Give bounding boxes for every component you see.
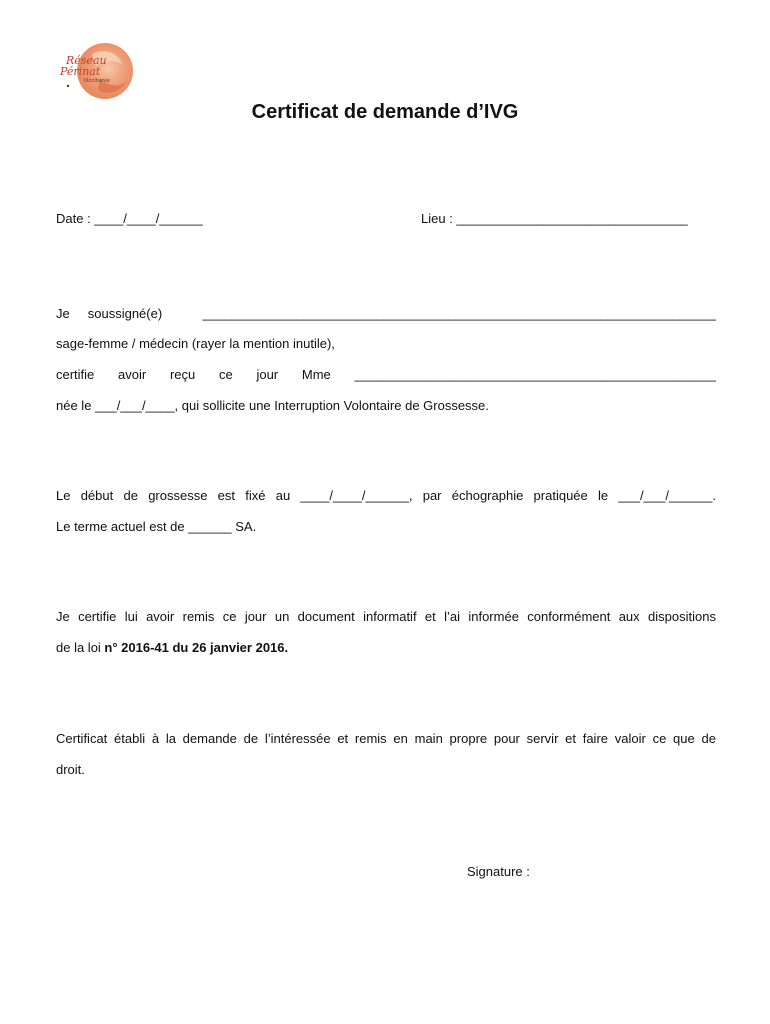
word: Le (56, 488, 71, 503)
word: l’intéressée (264, 731, 331, 746)
remis-document-line (56, 609, 716, 624)
word: soussigné(e) (87, 306, 163, 321)
name-blank: _______________________________________________________________________ (202, 306, 716, 321)
word: de (243, 731, 259, 746)
word: main (414, 731, 443, 746)
loi-line (56, 640, 288, 655)
word: informatif (363, 609, 417, 624)
word: demande (182, 731, 237, 746)
word: Je (56, 306, 70, 321)
word: et (424, 609, 436, 624)
svg-text:Périnat: Périnat (60, 65, 101, 78)
word: faire (582, 731, 609, 746)
word: dispositions (648, 609, 716, 624)
reseau-perinat-logo (52, 42, 136, 100)
word: pour (493, 731, 520, 746)
word: pratiquée (533, 488, 588, 503)
word: à (151, 731, 160, 746)
patient-name-blank: __________________________________________________ (354, 367, 716, 382)
word: ce (218, 367, 233, 382)
terme-line: Le terme actuel est de ______ SA. (56, 519, 257, 534)
word: Mme (301, 367, 331, 382)
word: remis (182, 609, 215, 624)
certifie-line (56, 367, 716, 382)
word: aux (618, 609, 640, 624)
word: avoir (146, 609, 175, 624)
word: l’ai (444, 609, 460, 624)
word: informée (468, 609, 519, 624)
word: le (598, 488, 609, 503)
word: est (217, 488, 236, 503)
word: établi (114, 731, 146, 746)
word: un (274, 609, 290, 624)
loi-reference: n° 2016-41 du 26 janvier 2016. (104, 640, 289, 655)
word: jour (256, 367, 279, 382)
word: début (80, 488, 114, 503)
je-soussigne-line (56, 306, 716, 321)
word: reçu (169, 367, 196, 382)
word: servir (526, 731, 559, 746)
date-field: Date : ____/____/______ (56, 211, 203, 226)
word: et (565, 731, 576, 746)
word: certifie (56, 367, 95, 382)
nee-le-line: née le ___/___/____, qui sollicite une Interruption Volontaire de Grossesse. (56, 398, 489, 413)
word: conformément (527, 609, 611, 624)
word: grossesse (148, 488, 208, 503)
word: propre (449, 731, 488, 746)
word: Certificat (56, 731, 108, 746)
word: au (275, 488, 291, 503)
word: de (701, 731, 716, 746)
word: ce (652, 731, 667, 746)
word: remis (354, 731, 387, 746)
word: de (123, 488, 138, 503)
word: avoir (118, 367, 147, 382)
word: jour (244, 609, 267, 624)
droit-line: droit. (56, 762, 85, 777)
svg-text:Réseau: Réseau (66, 54, 107, 67)
page-title: Certificat de demande d’IVG (251, 101, 519, 123)
word: ___/___/______. (618, 488, 716, 503)
word: en (393, 731, 408, 746)
word: certifie (78, 609, 117, 624)
word: et (337, 731, 349, 746)
word: lui (124, 609, 138, 624)
sage-femme-line: sage-femme / médecin (rayer la mention inutile), (56, 336, 335, 351)
word: ____/____/______, (300, 488, 413, 503)
signature-label: Signature : (467, 864, 530, 879)
certificat-etabli-line (56, 731, 716, 746)
word: que (673, 731, 695, 746)
word: la (165, 731, 176, 746)
word: Je (56, 609, 70, 624)
word: valoir (614, 731, 646, 746)
lieu-field: Lieu : ________________________________ (421, 211, 688, 226)
svg-text:Occitanie: Occitanie (84, 78, 110, 84)
loi-prefix: de la loi (56, 640, 105, 655)
debut-grossesse-line (56, 488, 716, 503)
word: document (297, 609, 355, 624)
word: par (422, 488, 442, 503)
word: échographie (451, 488, 524, 503)
word: ce (222, 609, 237, 624)
word: fixé (245, 488, 266, 503)
